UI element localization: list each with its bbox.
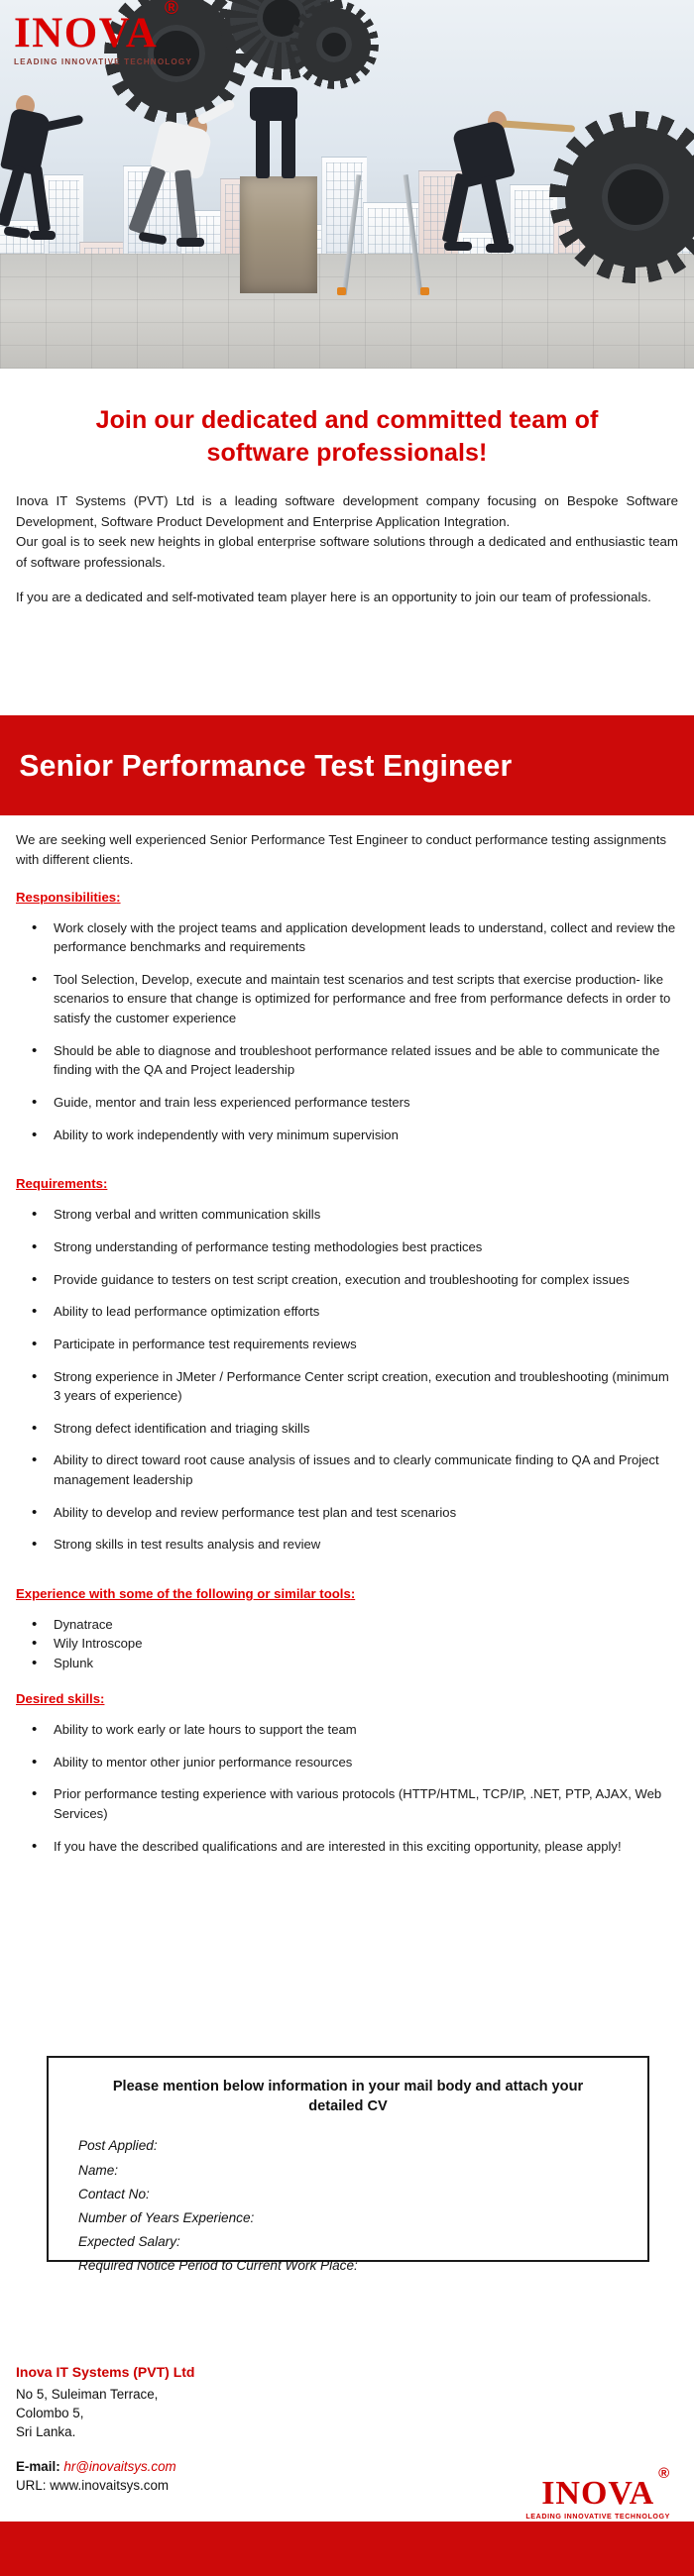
list-item: • Strong understanding of performance testing methodologies best practices xyxy=(16,1237,678,1257)
apply-box-title: Please mention below information in your mail body and attach your detailed CV xyxy=(112,2079,584,2114)
logo-tagline: LEADING INNOVATIVE TECHNOLOGY xyxy=(525,2513,670,2521)
footer-company-name: Inova IT Systems (PVT) Ltd xyxy=(16,2364,195,2380)
list-item: • Strong skills in test results analysis and review xyxy=(16,1535,678,1555)
registered-trademark-icon: ® xyxy=(164,0,180,19)
list-item: • Ability to work early or late hours to support the team xyxy=(16,1720,678,1740)
company-logo xyxy=(14,0,192,66)
list-item: • Tool Selection, Develop, execute and maintain test scenarios and test scripts that exercise production- like scenarios to ensure that change is optimized for performance and free from performance defects in order to satisfy the customer experience xyxy=(16,970,678,1028)
apply-field: Expected Salary: xyxy=(78,2234,180,2250)
apply-field: Contact No: xyxy=(78,2186,150,2201)
requirements-list xyxy=(16,1205,678,1555)
list-item: • Strong defect identification and triaging skills xyxy=(16,1419,678,1439)
section-heading-colon: : xyxy=(102,1176,108,1192)
apply-field: Required Notice Period to Current Work Place: xyxy=(78,2258,358,2274)
section-heading-requirements xyxy=(16,1176,107,1191)
list-item: • Ability to develop and review performance test plan and test scenarios xyxy=(16,1503,678,1523)
desired-skills-list xyxy=(16,1720,678,1856)
footer-address-line: Colombo 5, xyxy=(16,2405,84,2420)
list-item: • Splunk xyxy=(16,1654,678,1672)
apply-box-fields xyxy=(72,2134,624,2278)
job-title: Senior Performance Test Engineer xyxy=(19,747,513,783)
section-heading-text: Desired skills xyxy=(16,1691,101,1707)
list-item: • Strong verbal and written communication skills xyxy=(16,1205,678,1225)
apply-field: Post Applied: xyxy=(78,2138,158,2154)
email-separator: : xyxy=(56,2458,64,2474)
gear-icon xyxy=(565,127,694,268)
url-label: URL xyxy=(16,2478,43,2493)
ladder-foot xyxy=(337,287,346,295)
logo-tagline: LEADING INNOVATIVE TECHNOLOGY xyxy=(14,57,192,66)
list-item: • Strong experience in JMeter / Performance Center script creation, execution and troubleshooting (minimum 3 years of experience) xyxy=(16,1367,678,1406)
application-instructions-box xyxy=(47,2056,649,2274)
worker-figure xyxy=(486,244,514,253)
section-heading-text: Responsibilities xyxy=(16,889,117,905)
list-item: • Provide guidance to testers on test script creation, execution and troubleshooting for complex issues xyxy=(16,1270,678,1290)
ladder-foot xyxy=(420,287,429,295)
intro-paragraph-1: Inova IT Systems (PVT) Ltd is a leading software development company focusing on Bespoke Software Development, Software Product Development and Enterprise Application Integration. xyxy=(16,493,678,529)
list-item: • Dynatrace xyxy=(16,1615,678,1634)
logo-text: INOVA xyxy=(14,10,159,56)
responsibilities-list xyxy=(16,918,678,1145)
section-heading-text: Experience with some of the following or similar tools xyxy=(16,1586,351,1602)
intro-paragraph-3: If you are a dedicated and self-motivated team player here is an opportunity to join our team of professionals. xyxy=(16,590,651,605)
footer-email-row xyxy=(16,2457,194,2476)
website-link[interactable]: www.inovaitsys.com xyxy=(50,2478,170,2493)
gear-icon xyxy=(297,8,371,81)
worker-figure xyxy=(444,242,472,251)
apply-field: Name: xyxy=(78,2162,119,2178)
footer-company-logo xyxy=(525,2465,671,2521)
worker-figure xyxy=(256,115,270,178)
url-separator: : xyxy=(42,2478,51,2493)
apply-field: Number of Years Experience: xyxy=(78,2209,255,2225)
list-item: • Work closely with the project teams and application development leads to understand, collect and review the performance benchmarks and requirements xyxy=(16,918,678,957)
bottom-red-bar xyxy=(0,2522,694,2576)
section-heading-desired-skills xyxy=(16,1691,104,1706)
worker-figure xyxy=(250,87,297,121)
job-description-body xyxy=(0,830,694,1869)
section-heading-colon: : xyxy=(350,1586,356,1602)
job-title-banner xyxy=(0,715,694,815)
logo-wordmark xyxy=(14,0,180,56)
footer-address-line: Sri Lanka. xyxy=(16,2423,76,2439)
job-lede: We are seeking well experienced Senior Performance Test Engineer to conduct performance testing assignments with different clients. xyxy=(16,832,667,868)
section-heading-tools xyxy=(16,1586,355,1601)
list-item: • Should be able to diagnose and troubleshoot performance related issues and be able to communicate the finding with the QA and Project leadership xyxy=(16,1041,678,1080)
list-item: • Ability to lead performance optimization efforts xyxy=(16,1302,678,1322)
list-item: • Ability to mentor other junior performance resources xyxy=(16,1753,678,1772)
logo-wordmark xyxy=(541,2465,671,2512)
registered-trademark-icon: ® xyxy=(658,2465,671,2482)
tools-list xyxy=(16,1615,678,1672)
footer-url-row xyxy=(16,2476,194,2495)
intro-paragraph-2: Our goal is to seek new heights in global enterprise software solutions through a dedicated and enthusiastic team of software professionals. xyxy=(16,534,678,570)
email-label: E-mail xyxy=(16,2458,57,2474)
list-item: • Wily Introscope xyxy=(16,1634,678,1653)
list-item: • Guide, mentor and train less experienced performance testers xyxy=(16,1093,678,1113)
hero-banner-image xyxy=(0,0,694,369)
intro-paragraphs xyxy=(0,470,694,608)
stone-block xyxy=(240,176,317,293)
list-item: • Participate in performance test requirements reviews xyxy=(16,1335,678,1354)
worker-figure xyxy=(30,231,56,240)
section-heading-colon: : xyxy=(116,889,121,905)
logo-text: INOVA xyxy=(541,2475,655,2512)
page-headline: Join our dedicated and committed team of software professionals! xyxy=(95,406,599,467)
email-link[interactable]: hr@inovaitsys.com xyxy=(63,2458,176,2474)
footer-contact-block xyxy=(16,2363,194,2495)
list-item: • Ability to direct toward root cause analysis of issues and to clearly communicate finding to QA and Project management leadership xyxy=(16,1450,678,1489)
section-heading-responsibilities xyxy=(16,890,121,905)
section-heading-colon: : xyxy=(100,1691,105,1707)
list-item: • If you have the described qualifications and are interested in this exciting opportunity, please apply! xyxy=(16,1837,678,1857)
worker-figure xyxy=(282,115,295,178)
worker-figure xyxy=(176,238,204,247)
list-item: • Prior performance testing experience with various protocols (HTTP/HTML, TCP/IP, .NET, PTP, AJAX, Web Services) xyxy=(16,1784,678,1823)
footer-address-line: No 5, Suleiman Terrace, xyxy=(16,2386,159,2402)
list-item: • Ability to work independently with very minimum supervision xyxy=(16,1126,678,1145)
section-heading-text: Requirements xyxy=(16,1176,103,1192)
